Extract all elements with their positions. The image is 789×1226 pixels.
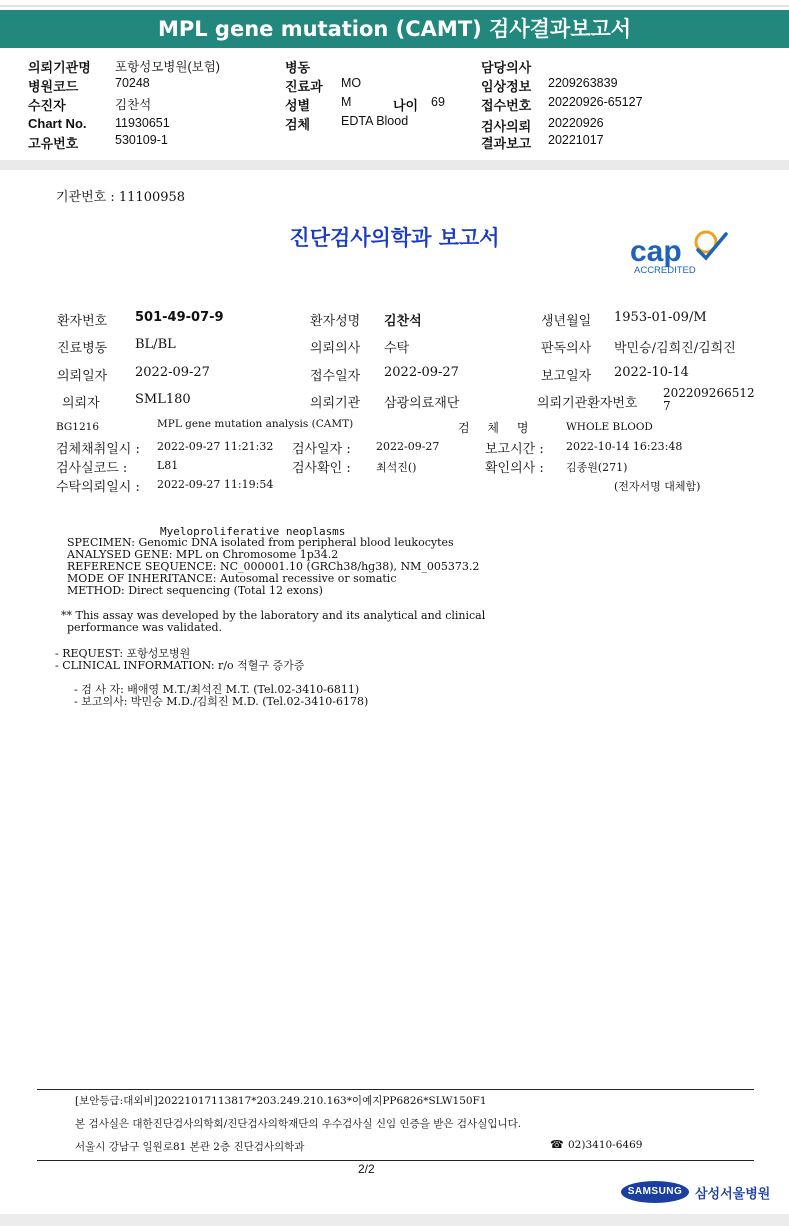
address-line: 서울시 강남구 일원로81 본관 2층 진단검사의학과: [75, 1141, 305, 1153]
header-value: 20220926-65127: [548, 95, 643, 109]
header-label: 의뢰기관명: [28, 60, 91, 75]
top-divider: [0, 5, 789, 7]
field-value: 박민승/김희진/김희진: [614, 341, 736, 356]
body-line: MODE OF INHERITANCE: Autosomal recessive or somatic: [67, 572, 397, 585]
header-label: 수진자: [28, 98, 66, 113]
specimen-value: WHOLE BLOOD: [566, 421, 653, 433]
header-value: EDTA Blood: [341, 114, 409, 128]
assay-note: ** This assay was developed by the laboratory and its analytical and clinical: [61, 609, 486, 622]
meta-value: L81: [157, 459, 179, 472]
header-label: 진료과: [285, 79, 323, 94]
field-label: 접수일자: [310, 369, 361, 384]
header-value: 11930651: [115, 116, 170, 130]
body-line: METHOD: Direct sequencing (Total 12 exons): [67, 584, 323, 597]
section-divider: [0, 160, 789, 170]
header-label: 접수번호: [481, 98, 532, 113]
assay-note-cont: performance was validated.: [67, 621, 222, 634]
header-label: 검체: [285, 117, 311, 132]
meta-value: 2022-09-27: [376, 440, 440, 453]
security-line: [보안등급:대외비]20221017113817*203.249.210.163*이예지PP6826*SLW150F1: [75, 1095, 487, 1107]
header-label: 고유번호: [28, 136, 79, 151]
field-value: SML180: [135, 392, 191, 407]
meta-label: 수탁의뢰일시 :: [56, 480, 140, 495]
meta-value: 2022-09-27 11:21:32: [157, 440, 274, 453]
field-label: 환자번호: [57, 314, 108, 329]
samsung-logo: [621, 1181, 689, 1203]
samsung-logo-text: SAMSUNG: [627, 1186, 683, 1197]
field-label: 환자성명: [310, 314, 361, 329]
phone-number: 02)3410-6469: [568, 1139, 643, 1151]
request-line: - REQUEST: 포항성모병원: [55, 647, 191, 660]
tester-line: - 검 사 자: 배애영 M.T./최석진 M.T. (Tel.02-3410-6811): [74, 683, 360, 696]
body-details: [67, 537, 479, 597]
reporter-line: - 보고의사: 박민승 M.D./김희진 M.D. (Tel.02-3410-6178): [74, 695, 369, 708]
test-name: MPL gene mutation analysis (CAMT): [157, 418, 354, 430]
body-line: ANALYSED GENE: MPL on Chromosome 1p34.2: [67, 548, 339, 561]
field-value: 2022-09-27: [135, 365, 210, 380]
field-value: 202209266512: [663, 386, 755, 400]
header-label: 검사의뢰: [481, 119, 532, 134]
patient-name: 김찬석: [384, 314, 422, 329]
header-value: 70248: [115, 76, 150, 90]
header-value: 포항성모병원(보험): [115, 60, 220, 74]
field-label: 판독의사: [541, 341, 592, 356]
body-line: SPECIMEN: Genomic DNA isolated from peripheral blood leukocytes: [67, 536, 454, 549]
header-label: 결과보고: [481, 136, 532, 151]
field-label: 의뢰의사: [310, 341, 361, 356]
header-label: 병동: [285, 60, 311, 75]
header-label: 성별: [285, 98, 311, 113]
field-value: 수탁: [384, 341, 410, 356]
meta-label: 확인의사 :: [485, 461, 544, 476]
meta-label: 검사일자 :: [292, 442, 351, 457]
meta-label: 검사실코드 :: [56, 461, 128, 476]
field-value: 1953-01-09/M: [614, 310, 707, 325]
header-label: Chart No.: [28, 116, 87, 131]
cap-accredited-text: ACCREDITED: [634, 265, 696, 276]
cap-accredited-logo: [628, 228, 732, 278]
page-number: 2/2: [358, 1162, 375, 1176]
meta-value: 2022-09-27 11:19:54: [157, 478, 274, 491]
meta-label: 검사확인 :: [292, 461, 351, 476]
field-label: 의뢰자: [62, 396, 100, 411]
meta-value: 최석진(): [376, 461, 417, 474]
header-value: 20220926: [548, 116, 604, 130]
header-value: 2209263839: [548, 76, 618, 90]
footer-bottom-rule: [37, 1160, 754, 1161]
field-value-cont: 7: [663, 399, 671, 413]
institution-number: 기관번호 : 11100958: [56, 190, 186, 205]
page-bottom-band: [0, 1214, 789, 1226]
header-value: M: [341, 95, 352, 109]
header-label: 임상정보: [481, 79, 532, 94]
meta-value: 2022-10-14 16:23:48: [566, 440, 683, 453]
report-title: 진단검사의학과 보고서: [289, 225, 500, 250]
field-label: 의뢰일자: [57, 369, 108, 384]
field-value: BL/BL: [135, 337, 176, 352]
field-label: 진료병동: [57, 341, 108, 356]
hospital-name: 삼성서울병원: [695, 1187, 771, 1202]
field-value: 삼광의료재단: [384, 396, 460, 411]
field-label: 생년월일: [541, 314, 592, 329]
report-banner: MPL gene mutation (CAMT) 검사결과보고서: [0, 10, 789, 48]
body-heading: Myeloproliferative neoplasms: [160, 525, 346, 538]
header-value: MO: [341, 76, 362, 90]
field-value: 2022-10-14: [614, 365, 689, 380]
body-line: REFERENCE SEQUENCE: NC_000001.10 (GRCh38/hg38), NM_005373.2: [67, 560, 480, 573]
header-value: 김찬석: [115, 98, 152, 112]
header-label: 담당의사: [481, 60, 532, 75]
clinical-info-line: - CLINICAL INFORMATION: r/o 적혈구 증가증: [55, 659, 305, 672]
header-value: 20221017: [548, 133, 604, 147]
meta-label: 보고시간 :: [485, 442, 544, 457]
cap-logo-icon: [628, 228, 732, 278]
field-label: 보고일자: [541, 369, 592, 384]
footer-top-rule: [37, 1089, 754, 1090]
patient-number: 501-49-07-9: [135, 310, 224, 325]
header-label: 병원코드: [28, 79, 79, 94]
meta-value: 김종원(271): [566, 461, 628, 474]
certification-line: 본 검사실은 대한진단검사의학회/진단검사의학재단의 우수검사실 신임 인증을 받은 검사실입니다.: [75, 1118, 522, 1130]
test-code: BG1216: [56, 421, 100, 433]
specimen-label: 검 체 명: [458, 421, 529, 435]
age-value: 69: [431, 95, 445, 109]
field-label: 의뢰기관: [310, 396, 361, 411]
field-label: 의뢰기관환자번호: [537, 396, 638, 411]
meta-label: 검체채취일시 :: [56, 442, 140, 457]
e-signature-note: (전자서명 대체함): [614, 480, 701, 493]
field-value: 2022-09-27: [384, 365, 459, 380]
age-label: 나이: [393, 98, 419, 113]
cap-logo-text: cap: [630, 235, 682, 268]
header-value: 530109-1: [115, 133, 168, 147]
telephone-icon: ☎: [550, 1138, 564, 1151]
